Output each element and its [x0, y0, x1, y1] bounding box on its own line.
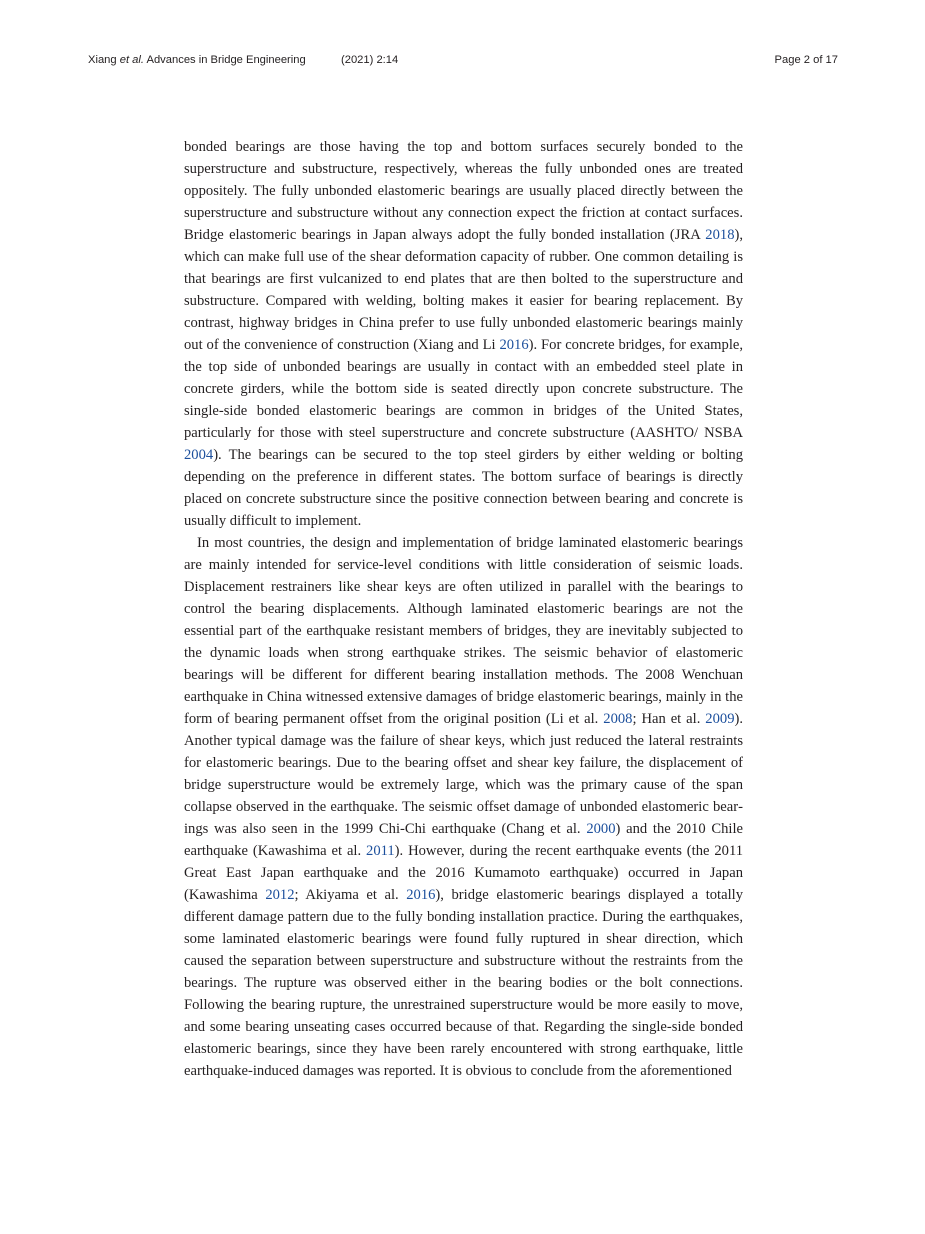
paragraph-text: ; Akiyama et al.: [294, 887, 407, 903]
journal-citation: [88, 52, 306, 68]
page-number: Page 2 of 17: [774, 54, 838, 66]
et-al: et al.: [119, 54, 144, 66]
citation-link[interactable]: 2016: [499, 337, 529, 353]
body-paragraph: [184, 136, 743, 532]
citation-link[interactable]: 2009: [705, 711, 735, 727]
citation-link[interactable]: 2004: [184, 447, 214, 463]
paragraph-text: ). The bearings can be secured to the top steel girders by either welding or bolting depending on the preference in different states. The bottom surface of bearings is directly placed on concrete substructure since the positive connection between bearing and concrete is usually difficult to implement.: [184, 447, 743, 529]
journal-name: Advances in Bridge Engineering: [146, 54, 306, 66]
citation-link[interactable]: 2018: [705, 227, 735, 243]
paragraph-text: ), bridge elastomeric bearings displayed a totally different damage pattern due to the fully bonding installation practice. During the earthquakes, some laminated elastomeric bearings were found fully ruptured in shear direction, which caused the separation between superstructure and substructure without the restraints from the bearings. The rupture was observed either in the bearing bodies or the bolt connections. Following the bearing rupture, the unrestrained superstructure would be more easily to move, and some bearing unseating cases occurred because of that. Regarding the single-side bonded elastomeric bearings, since they have been rarely encountered with strong earthquake, little earthquake-induced damages was reported. It is obvious to conclude from the aforementioned: [184, 887, 743, 1079]
citation-link[interactable]: 2008: [603, 711, 633, 727]
paragraph-text: ; Han et al.: [632, 711, 706, 727]
paragraph-text: ). However, during the recent earthquake events (the 2011 Great East Japan earthquake and the 2016 Kumamoto earthquake) occurred in Japan (Kawashima: [184, 843, 743, 903]
paragraph-text: In most countries, the design and implementation of bridge laminated elastomeric bearings are mainly intended for service-level conditions with little consideration of seismic loads. Displacement restrainers like shear keys are often utilized in parallel with the bearings to control the bearing displacements. Although laminated elastomeric bearings are not the essential part of the earthquake resistant members of bridges, they are inevitably subjected to the dynamic loads when strong earthquake strikes. The seismic behavior of elastomeric bearings will be different for different bearing installation methods. The 2008 Wenchuan earthquake in China witnessed extensive damages of bridge elastomeric bearings, mainly in the form of bearing permanent offset from the original position (Li et al.: [184, 535, 743, 727]
citation-link[interactable]: 2011: [366, 843, 395, 859]
volume-year: (2021) 2:14: [341, 54, 399, 66]
paragraph-text: ). For concrete bridges, for example, the top side of unbonded bearings are usually in contact with an embedded steel plate in concrete girders, while the bottom side is seated directly upon concrete substructure. The single-side bonded elastomeric bearings are common in bridges of the United States, particularly for those with steel superstructure and concrete substructure (AASHTO/ NSBA: [184, 337, 744, 441]
citation-link[interactable]: 2012: [265, 887, 295, 903]
author-name: Xiang: [88, 54, 117, 66]
article-body: [184, 136, 743, 1082]
running-header: [88, 52, 838, 68]
citation-link[interactable]: 2000: [586, 821, 616, 837]
paragraph-text: ) and the 2010 Chile earthquake (Kawashima et al.: [184, 821, 743, 859]
paragraph-text: bonded bearings are those having the top and bottom surfaces securely bonded to the superstructure and substructure, respectively, whereas the fully unbonded ones are treated oppositely. The fully unbonded elastomeric bearings are usually placed directly between the superstructure and substructure without any connection expect the friction at contact surfaces. Bridge elastomeric bearings in Japan always adopt the fully bonded installation (JRA: [184, 139, 743, 243]
citation-link[interactable]: 2016: [406, 887, 436, 903]
body-paragraph: [184, 532, 743, 1082]
paragraph-text: ). Another typical damage was the failure of shear keys, which just reduced the lateral restraints for elastomeric bearings. Due to the bearing offset and shear key failure, the displacement of bridge superstructure would be extremely large, which was the primary cause of the span collapse observed in the earthquake. The seismic offset damage of unbonded elastomeric bearings was also seen in the 1999 Chi-Chi earthquake (Chang et al.: [184, 711, 743, 837]
paragraph-text: ), which can make full use of the shear deformation capacity of rubber. One common detailing is that bearings are first vulcanized to end plates that are then bolted to the superstructure and substructure. Compared with welding, bolting makes it easier for bearing replacement. By contrast, highway bridges in China prefer to use fully unbonded elastomeric bearings mainly out of the convenience of construction (Xiang and Li: [184, 227, 743, 353]
